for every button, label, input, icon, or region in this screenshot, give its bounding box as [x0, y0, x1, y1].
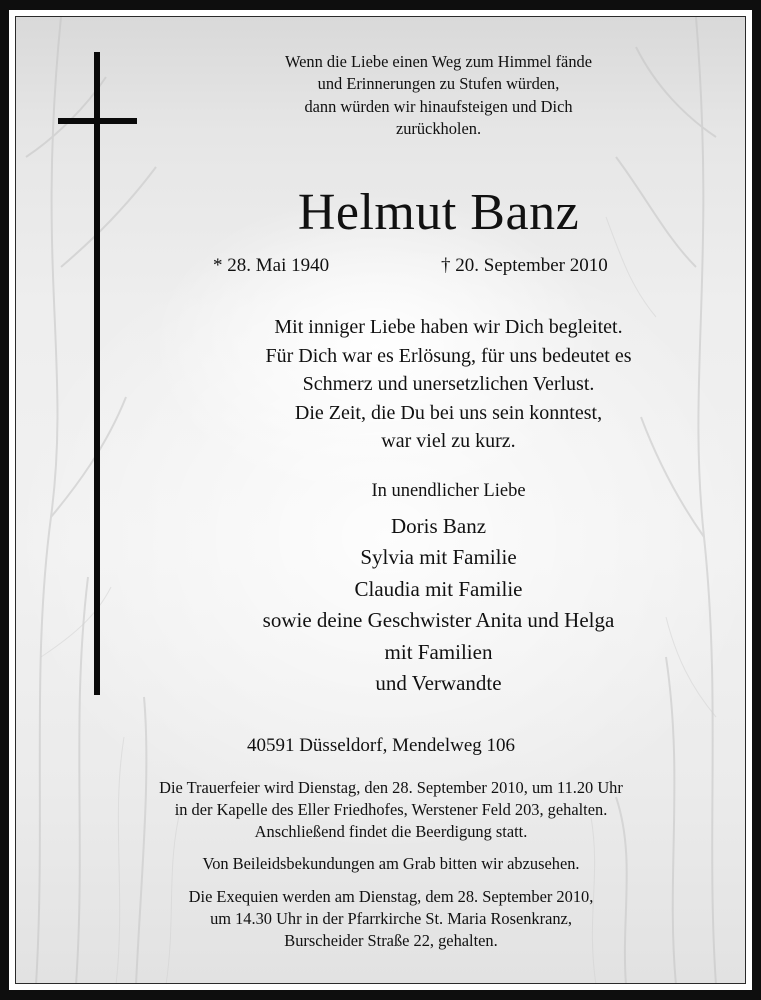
birth-date: * 28. Mai 1940: [213, 255, 330, 276]
verse-line: Schmerz und unersetzlichen Verlust.: [302, 373, 595, 396]
address: 40591 Düsseldorf, Mendelweg 106: [246, 735, 516, 756]
poem-line: Wenn die Liebe einen Weg zum Himmel fände: [284, 52, 592, 71]
exequies-line: Burscheider Straße 22, gehalten.: [284, 931, 498, 950]
mourner-line: Sylvia mit Familie: [360, 545, 517, 570]
poem-line: zurückholen.: [395, 119, 482, 139]
mourners-intro: In unendlicher Liebe: [371, 481, 526, 501]
verse-line: Für Dich war es Erlösung, für uns bedeutet es: [265, 344, 632, 367]
verse-line: Mit inniger Liebe haben wir Dich begleitet.: [274, 316, 623, 338]
mourner-line: mit Familien: [384, 639, 493, 664]
exequies-line: Die Exequien werden am Dienstag, dem 28. September 2010,: [188, 887, 594, 906]
mourner-line: sowie deine Geschwister Anita und Helga: [262, 608, 615, 633]
mourner-line: Doris Banz: [390, 514, 487, 538]
death-date: † 20. September 2010: [441, 255, 608, 276]
cross-horizontal-bar: [58, 118, 137, 124]
service-line: Die Trauerfeier wird Dienstag, den 28. September 2010, um 11.20 Uhr: [159, 778, 623, 797]
poem-line: dann würden wir hinaufsteigen und Dich: [304, 96, 573, 116]
mourner-line: Claudia mit Familie: [354, 576, 523, 601]
deceased-name: Helmut Banz: [297, 184, 580, 241]
cross-vertical-bar: [94, 52, 100, 695]
verse-line: Die Zeit, die Du bei uns sein konntest,: [294, 401, 603, 424]
service-line: in der Kapelle des Eller Friedhofes, Werstener Feld 203, gehalten.: [174, 800, 608, 819]
verse-line: war viel zu kurz.: [381, 430, 516, 453]
obituary-panel: [15, 16, 746, 984]
poem-line: und Erinnerungen zu Stufen würden,: [317, 74, 560, 94]
condolences-note: Von Beileidsbekundungen am Grab bitten wir abzusehen.: [202, 854, 580, 873]
service-line: Anschließend findet die Beerdigung statt.: [254, 822, 528, 841]
exequies-info: [56, 886, 726, 952]
poem: [166, 51, 711, 141]
mourners-list: [136, 511, 741, 699]
exequies-line: um 14.30 Uhr in der Pfarrkirche St. Maria Rosenkranz,: [210, 909, 572, 928]
verse: [176, 313, 721, 456]
funeral-service-info: [56, 777, 726, 843]
mourner-line: und Verwandte: [375, 671, 502, 696]
